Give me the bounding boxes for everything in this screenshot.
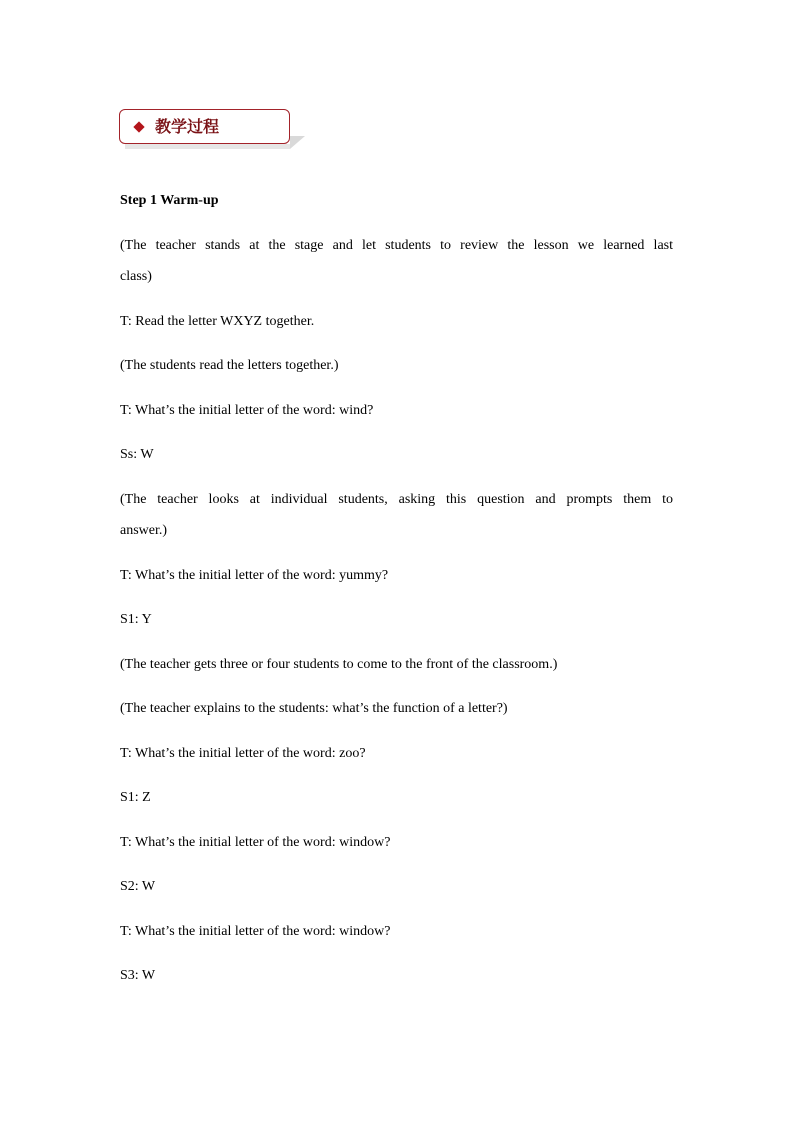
paragraph-line: (The students read the letters together.) (120, 358, 339, 373)
paragraph-line: S2: W (120, 879, 156, 894)
paragraph-line: (The teacher gets three or four students to come to the front of the classroom.) (120, 657, 558, 672)
paragraph-line: T: What’s the initial letter of the word: wind? (120, 403, 374, 418)
paragraph-line: T: What’s the initial letter of the word: zoo? (120, 746, 366, 761)
paragraph-line: T: What’s the initial letter of the word: window? (120, 835, 391, 850)
paragraph-line: (The teacher stands at the stage and let students to review the lesson we learned last (120, 238, 673, 253)
section-header (119, 109, 305, 149)
paragraph-line: T: What’s the initial letter of the word: yummy? (120, 568, 389, 583)
paragraph-line: T: Read the letter WXYZ together. (120, 314, 315, 329)
paragraph-line: S3: W (120, 968, 156, 983)
paragraph-line: T: What’s the initial letter of the word: window? (120, 924, 391, 939)
paragraph-line: answer.) (120, 523, 168, 538)
paragraph-line: (The teacher explains to the students: what’s the function of a letter?) (120, 701, 508, 716)
paragraph-line: S1: Z (120, 790, 151, 805)
step-title: Step 1 Warm-up (120, 193, 219, 208)
paragraph-line: S1: Y (120, 612, 152, 627)
paragraph-line: class) (120, 269, 152, 284)
paragraph-line: Ss: W (120, 447, 154, 462)
paragraph-line: (The teacher looks at individual students, asking this question and prompts them to (120, 492, 673, 507)
section-title: 教学过程 (155, 117, 220, 136)
